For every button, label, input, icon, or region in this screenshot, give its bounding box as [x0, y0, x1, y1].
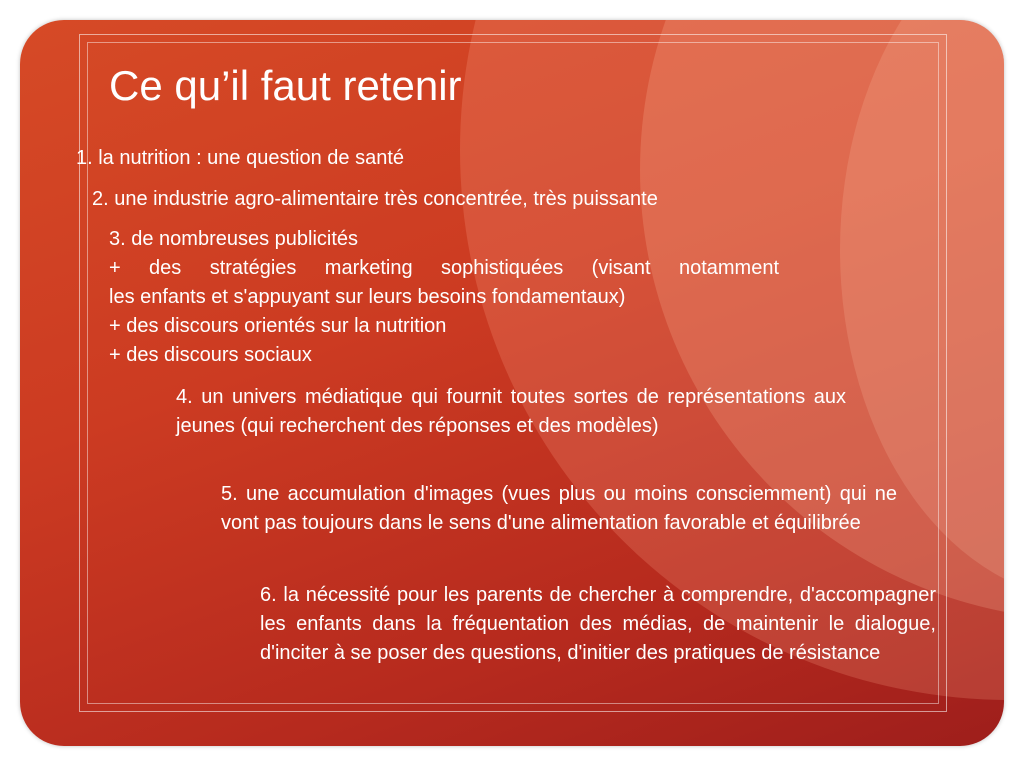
point-3-line: 3. de nombreuses publicités	[109, 228, 359, 250]
point-3-line: les enfants et s'appuyant sur leurs besoins fondamentaux)	[109, 286, 626, 308]
point-3-line: + des discours orientés sur la nutrition	[109, 315, 447, 337]
point-6: 6. la nécessité pour les parents de chercher à comprendre, d'accompagner les enfants dans la fréquentation des médias, de maintenir le dialogue, d'inciter à se poser des questions, d'initier des pratiques de résistance	[260, 584, 936, 664]
point-3	[109, 225, 779, 370]
point-2: 2. une industrie agro-alimentaire très concentrée, très puissante	[92, 188, 658, 210]
point-3-line: + des discours sociaux	[109, 344, 312, 366]
point-4: 4. un univers médiatique qui fournit toutes sortes de représentations aux jeunes (qui recherchent des réponses et des modèles)	[176, 386, 846, 437]
point-1: 1. la nutrition : une question de santé	[76, 147, 405, 169]
point-3-line: + des stratégies marketing sophistiquées (visant notamment	[109, 257, 779, 279]
point-5: 5. une accumulation d'images (vues plus ou moins consciemment) qui ne vont pas toujours dans le sens d'une alimentation favorable et équilibrée	[221, 483, 897, 534]
slide-title: Ce qu’il faut retenir	[109, 62, 462, 109]
